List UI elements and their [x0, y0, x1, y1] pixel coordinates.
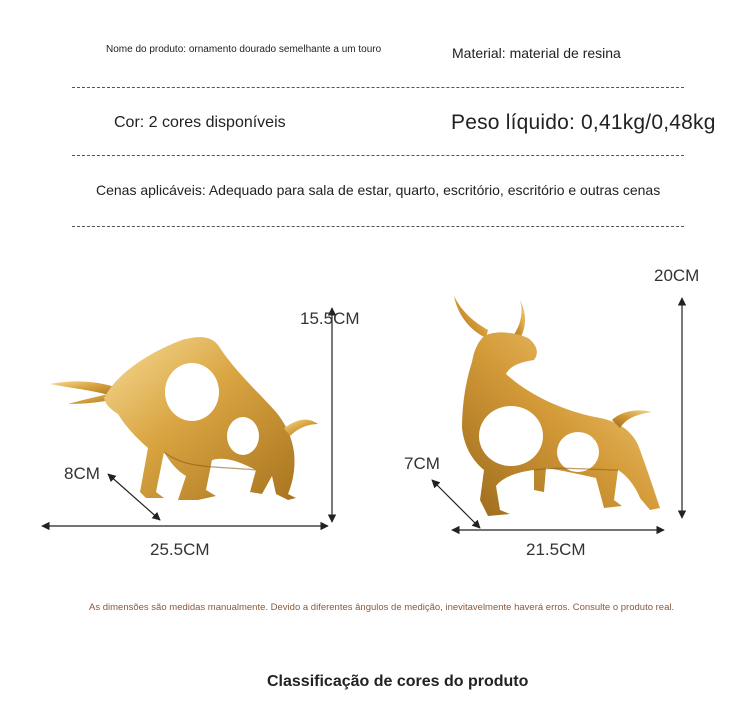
left-width-label: 25.5CM [150, 540, 210, 559]
right-height-label: 20CM [654, 266, 700, 285]
right-depth-label: 7CM [404, 454, 440, 473]
net-weight-text: Peso líquido: 0,41kg/0,48kg [451, 111, 716, 134]
color-text: Cor: 2 cores disponíveis [114, 114, 286, 131]
right-depth-arrow [432, 480, 480, 528]
right-width-label: 21.5CM [526, 540, 586, 559]
left-height-label: 15.5CM [300, 309, 360, 328]
bull-right [454, 296, 660, 516]
scenes-text: Cenas aplicáveis: Adequado para sala de estar, quarto, escritório, escritório e outras cenas [96, 182, 661, 198]
product-name-text: Nome do produto: ornamento dourado semelhante a um touro [106, 44, 382, 55]
measurement-note: As dimensões são medidas manualmente. Devido a diferentes ângulos de medição, inevitavelmente haverá erros. Consulte o produto real. [89, 602, 675, 613]
left-depth-label: 8CM [64, 464, 100, 483]
material-text: Material: material de resina [452, 45, 621, 61]
section-title: Classificação de cores do produto [267, 673, 529, 690]
